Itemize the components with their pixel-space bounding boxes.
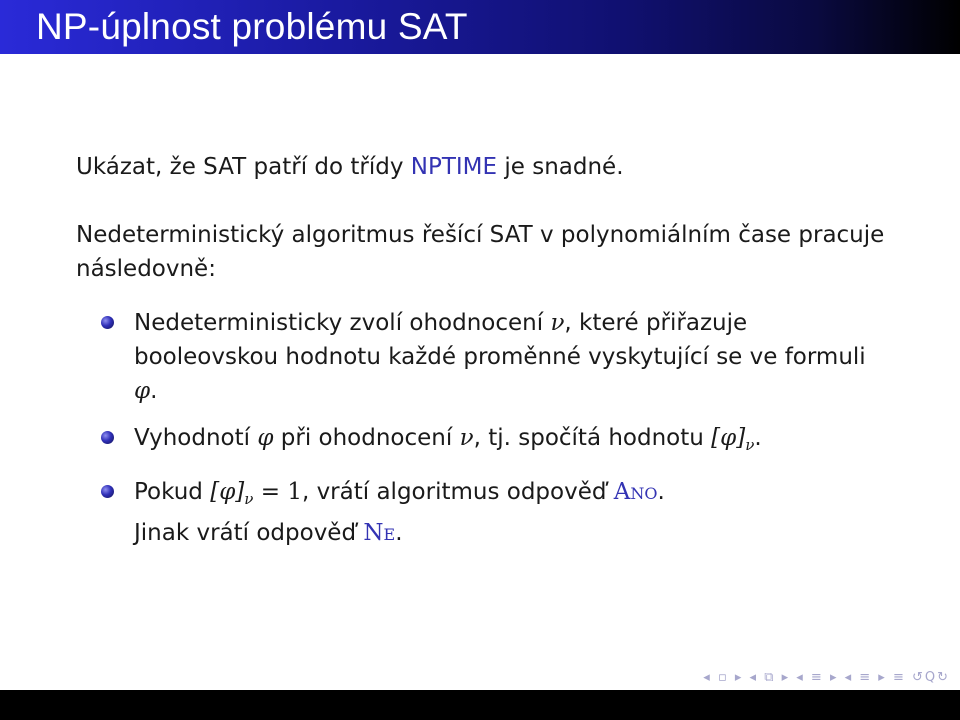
bullet-icon xyxy=(101,485,114,498)
bullet-text: při ohodnocení xyxy=(273,425,460,451)
math-subscript-nu: ν xyxy=(244,490,254,508)
intro-text-after: je snadné. xyxy=(497,154,624,180)
answer-yes: Ano xyxy=(613,479,658,505)
bullet-text: . xyxy=(754,425,762,451)
answer-no: Ne xyxy=(363,520,396,546)
bullet-text: Nedeterministicky zvolí ohodnocení xyxy=(134,310,551,336)
bullet-text: . xyxy=(395,520,403,546)
beamer-navigation-symbols[interactable]: ◂ ▫ ▸ ◂ ⧉ ▸ ◂ ≡ ▸ ◂ ≡ ▸ ≡ ↺Q↻ xyxy=(703,670,950,685)
math-phi: φ xyxy=(257,425,274,451)
bullet-item xyxy=(134,306,896,408)
math-phi-bracket: [φ] xyxy=(210,479,245,505)
math-phi: φ xyxy=(134,378,151,404)
bullet-text: Pokud xyxy=(134,479,211,505)
intro-text-before: Ukázat, že SAT patří do třídy xyxy=(76,154,411,180)
bullet-text: , vrátí algoritmus odpověď xyxy=(301,479,614,505)
algorithm-intro: Nedeterministický algoritmus řešící SAT v polynomiálním čase pracuje následovně: xyxy=(76,222,885,282)
bullet-text: , tj. spočítá hodnotu xyxy=(473,425,712,451)
bullet-icon xyxy=(101,316,114,329)
bullet-text: Vyhodnotí xyxy=(134,425,258,451)
intro-paragraph xyxy=(76,150,896,184)
math-nu: ν xyxy=(459,425,474,451)
math-phi-bracket: [φ] xyxy=(711,425,746,451)
math-equals-one: = 1 xyxy=(253,479,302,505)
bullet-icon xyxy=(101,431,114,444)
title-bar xyxy=(0,0,960,54)
bullet-item xyxy=(134,475,896,550)
bottom-bar xyxy=(0,690,960,720)
nptime-highlight: NPTIME xyxy=(410,154,498,180)
slide-content xyxy=(76,150,896,563)
bullet-text: , které přiřazuje booleovskou hodnotu každé proměnné vyskytující se ve formuli xyxy=(134,310,866,370)
math-subscript-nu: ν xyxy=(745,436,755,454)
bullet-text: Jinak vrátí odpověď xyxy=(134,520,364,546)
bullet-item xyxy=(134,421,896,462)
math-nu: ν xyxy=(550,310,565,336)
bullet-list xyxy=(76,306,896,550)
bullet-text: . xyxy=(657,479,665,505)
slide-title: NP-úplnost problému SAT xyxy=(36,6,468,47)
bullet-text: . xyxy=(150,378,158,404)
